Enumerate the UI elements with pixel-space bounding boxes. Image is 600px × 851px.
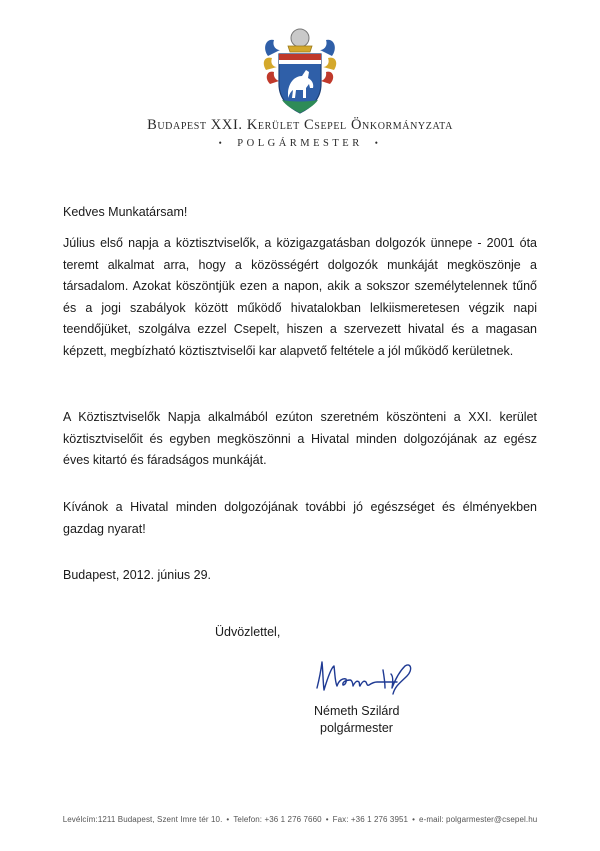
footer-email: e-mail: polgarmester@csepel.hu	[419, 815, 538, 824]
signer-title: polgármester	[320, 721, 393, 735]
footer-separator: •	[226, 815, 230, 824]
signer-name: Németh Szilárd	[314, 704, 400, 718]
coat-of-arms-icon	[262, 26, 338, 116]
office-title	[0, 138, 600, 149]
letter-greeting: Kedves Munkatársam!	[63, 205, 188, 219]
handwritten-signature	[313, 652, 418, 700]
office-dot-left: •	[218, 138, 226, 148]
letter-dateline: Budapest, 2012. június 29.	[63, 568, 212, 582]
letter-closing: Üdvözlettel,	[215, 625, 281, 639]
footer-separator: •	[412, 815, 416, 824]
footer-address: Levélcím:1211 Budapest, Szent Imre tér 10.	[62, 815, 223, 824]
organization-name: Budapest XXI. Kerület Csepel Önkormányzata	[147, 117, 453, 133]
office-dot-right: •	[374, 138, 382, 148]
letter-paragraph: A Köztisztviselők Napja alkalmából ezúton szeretném köszönteni a XXI. kerület köztisztviselőit és egyben megköszönni a Hivatal minden dolgozójának az egész éves kitartó és fáradságos munkáját.	[63, 410, 537, 467]
office-label: POLGÁRMESTER	[237, 138, 363, 149]
letter-paragraph: Kívánok a Hivatal minden dolgozójának további jó egészséget és élményekben gazdag nyarat!	[63, 500, 537, 536]
signature-stroke	[317, 662, 411, 694]
footer-phone: Telefon: +36 1 276 7660	[233, 815, 322, 824]
footer-contact	[0, 815, 600, 824]
letter-paragraph: Július első napja a köztisztviselők, a közigazgatásban dolgozók ünnepe - 2001 óta teremt alkalmat arra, hogy a közösségért dolgozók munkáját megköszönje a társadalom. Azokat köszöntjük ezen a napon, akik a sokszor személytelennek tűnő és a jogi szabályok között működő hivatalokban lelkiismeretesen végzik napi teendőjüket, szolgálva ezzel Csepelt, hiszen a szervezett hivatal és a magasan képzett, megbízható köztisztviselői kar alapvető feltétele a jól működő kerületnek.	[63, 236, 537, 358]
footer-separator: •	[325, 815, 329, 824]
footer-fax: Fax: +36 1 276 3951	[332, 815, 409, 824]
